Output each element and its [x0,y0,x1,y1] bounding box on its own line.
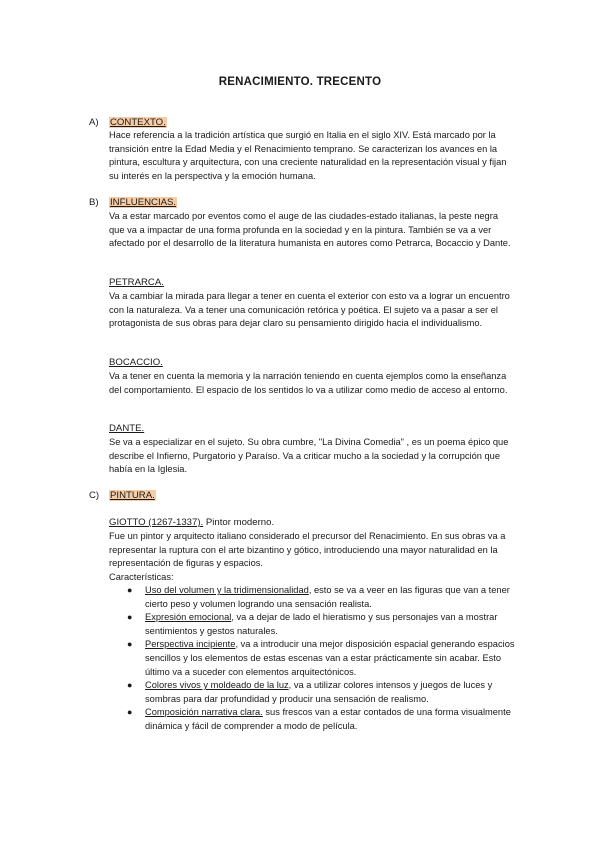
section-b-letter: B) [89,197,99,208]
section-a-letter: A) [89,117,99,128]
bocaccio-heading: BOCACCIO. [109,357,163,368]
list-item [109,679,524,706]
giotto-name: GIOTTO (1267-1337). [109,517,204,528]
giotto-text: Fue un pintor y arquitecto italiano considerado el precursor del Renacimiento. En sus obras va a representar la ruptura con el arte bizantino y gótico, introduciendo una mayor naturalidad en la representación de figuras y espacios. [109,531,506,569]
giotto-heading [109,517,274,529]
feature-desc: , va a dejar de lado el hieratismo y sus personajes van a mostrar sentimientos y gestos naturales. [145,612,498,636]
feature-term: Uso del volumen y la tridimensionalidad [145,585,309,595]
section-a-heading [89,117,167,129]
dante-text: Se va a especializar en el sujeto. Su obra cumbre, "La Divina Comedia" , es un poema épico que describe el Infierno, Purgatorio y Paraíso. Va a criticar mucho a la sociedad y la corrupción que había en la Iglesia. [109,437,509,475]
feature-desc: , va a utilizar colores intensos y juegos de luces y sombras para dar profundidad y producir una sensación de realismo. [145,680,493,704]
document-title: RENACIMIENTO. TRECENTO [218,76,382,88]
bullet-icon: ● [127,612,133,623]
section-c-letter: C) [89,490,100,501]
section-b-title: INFLUENCIAS. [110,197,177,208]
feature-desc: , esto se va a veer en las figuras que van a tener cierto peso y volumen logrando una sensación realista. [145,585,510,609]
section-c-heading [89,490,156,502]
features-list [109,584,524,734]
features-label: Características: [109,572,174,582]
petrarca-text: Va a cambiar la mirada para llegar a tener en cuenta el exterior con esto va a lograr un encuentro con la naturaleza. Va a tener una comunicación retórica y poética. El sujeto va a pasar a ser el protagonista de sus obras para dejar claro su pensamiento dirigido hacia el individualismo. [109,291,510,329]
bullet-icon: ● [127,585,133,595]
section-b-text: Va a estar marcado por eventos como el auge de las ciudades-estado italianas, la peste negra que va a impactar de una forma profunda en la sociedad y en la pintura. También se va a ver afectado por el desarrollo de la literatura humanista en autores como Petrarca, Bocaccio y Dante. [109,211,511,249]
feature-term: Perspectiva incipiente [145,639,236,650]
section-c-title: PINTURA. [110,490,155,501]
list-item [109,611,524,638]
list-item [109,584,524,611]
feature-desc: sus frescos van a estar contados de una forma visualmente dinámica y fácil de comprender a modo de película. [145,707,511,731]
section-b-heading [89,197,177,209]
list-item [109,706,524,733]
bullet-icon: ● [127,639,133,650]
section-a-text: Hace referencia a la tradición artística que surgió en Italia en el siglo XIV. Está marcado por la transición entre la Edad Media y el Renacimiento temprano. Se caracterizan los avances en la pintura, escultura y arquitectura, con una creciente naturalidad en la representación visual y fijan su interés en la perspectiva y la emoción humana. [109,130,507,181]
giotto-role: Pintor moderno. [203,517,275,528]
feature-desc: , va a introducir una mejor disposición espacial generando espacios sencillos y los elementos de estas escenas van a estar prácticamente sin acabar. Esto último va a suceder con elementos arquitectónicos. [145,639,515,677]
feature-term: Colores vivos y moldeado de la luz [145,680,289,691]
list-item [109,638,524,679]
bullet-icon: ● [127,680,133,691]
bocaccio-text: Va a tener en cuenta la memoria y la narración teniendo en cuenta ejemplos como la enseñanza del comportamiento. El espacio de los sentidos lo va a utilizar como medio de acceso al entorno. [109,371,508,395]
feature-term: Composición narrativa clara. [145,707,263,718]
feature-term: Expresión emocional [145,612,232,623]
petrarca-heading: PETRARCA. [109,277,164,288]
section-a-title: CONTEXTO. [110,117,166,128]
dante-heading: DANTE. [109,423,145,434]
bullet-icon: ● [127,707,133,718]
